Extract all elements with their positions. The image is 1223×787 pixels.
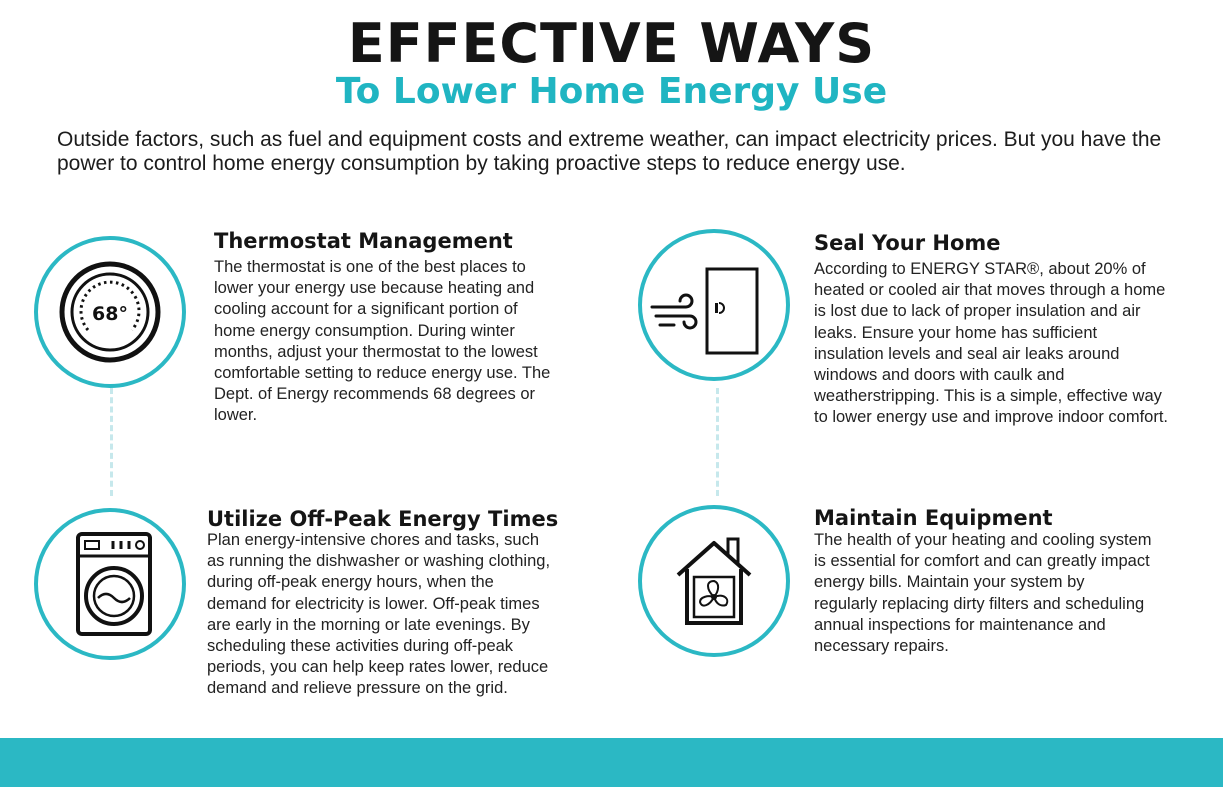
equipment-icon-circle: [638, 505, 790, 657]
seal-title: Seal Your Home: [814, 231, 1001, 255]
footer-accent-bar: [0, 738, 1223, 787]
door-draft-icon: [642, 233, 786, 377]
thermostat-icon-circle: [34, 236, 186, 388]
right-connector-line: [716, 388, 719, 496]
thermostat-title: Thermostat Management: [214, 229, 513, 253]
thermostat-body: The thermostat is one of the best places to lower your energy use because heating and cooling account for a significant portion of home energy consumption. During winter months, adjust your thermostat to the lowest comfortable setting to reduce energy use. The Dept. of Energy recommends 68 degrees or lower.: [214, 258, 551, 425]
page-subtitle: To Lower Home Energy Use: [335, 71, 888, 112]
seal-icon-circle: [638, 229, 790, 381]
washing-machine-icon: [38, 512, 182, 656]
left-connector-line: [110, 388, 113, 496]
seal-body: According to ENERGY STAR®, about 20% of heated or cooled air that moves through a home is lost due to lack of proper insulation and air leaks. Ensure your home has sufficient insulation levels and seal air leaks around windows and doors with caulk and weatherstripping. This is a simple, effective way to lower energy use and improve indoor comfort.: [814, 260, 1169, 427]
equipment-body: The health of your heating and cooling system is essential for comfort and can greatly impact energy bills. Maintain your system by regularly replacing dirty filters and scheduling annual inspections for maintenance and necessary repairs.: [814, 531, 1152, 656]
washer-icon-circle: [34, 508, 186, 660]
offpeak-body: Plan energy-intensive chores and tasks, such as running the dishwasher or washing clothing, during off-peak energy hours, when the demand for electricity is lower. Off-peak times are early in the morning or late evenings. By scheduling these activities during off-peak periods, you can help keep rates lower, reduce demand and relieve pressure on the grid.: [207, 531, 551, 698]
equipment-title: Maintain Equipment: [814, 506, 1053, 530]
intro-paragraph: Outside factors, such as fuel and equipment costs and extreme weather, can impact electricity prices. But you have the power to control home energy consumption by taking proactive steps to reduce energy use.: [57, 128, 1162, 175]
page-title: EFFECTIVE WAYS: [347, 12, 876, 75]
thermostat-temp-label: 68°: [92, 303, 128, 325]
house-fan-icon: [642, 509, 786, 653]
offpeak-title: Utilize Off-Peak Energy Times: [207, 507, 559, 531]
thermostat-icon: [38, 240, 182, 384]
